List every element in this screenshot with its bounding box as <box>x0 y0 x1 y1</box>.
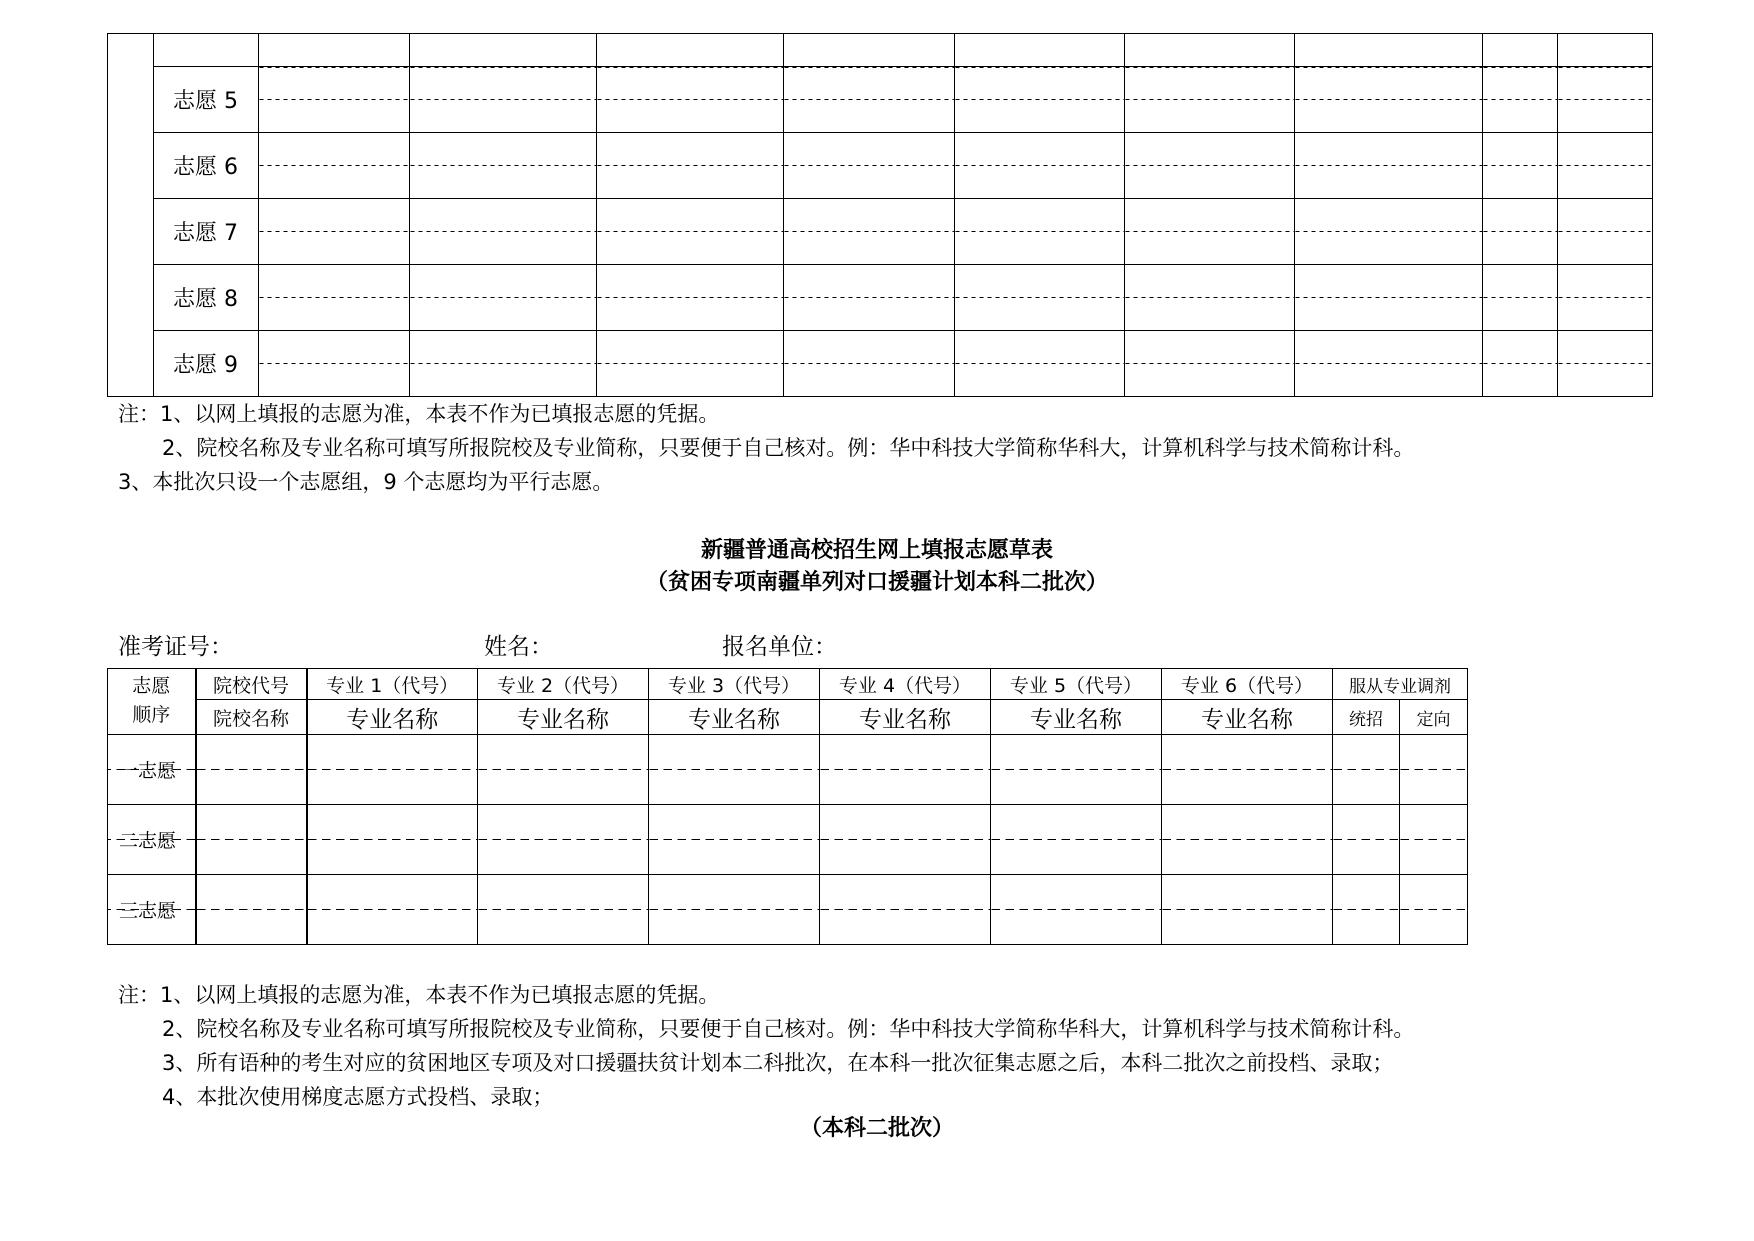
input-cell[interactable] <box>259 133 410 199</box>
input-cell[interactable] <box>784 199 955 265</box>
volunteer-label: 志愿 7 <box>154 199 259 265</box>
input-cell[interactable] <box>410 67 597 133</box>
order-header-bottom: 顺序 <box>108 700 196 735</box>
table-row <box>108 265 1653 331</box>
obey-directed-header: 定向 <box>1400 700 1468 735</box>
major-5-header: 专业 5（代号） <box>991 669 1162 700</box>
input-cell[interactable] <box>1162 735 1333 805</box>
note-2-line-3: 3、所有语种的考生对应的贫困地区专项及对口援疆扶贫计划本二科批次，在本科一批次征集志愿之后，本科二批次之前投档、录取； <box>162 1051 1394 1075</box>
input-cell[interactable] <box>259 67 410 133</box>
input-cell[interactable] <box>784 34 955 67</box>
note-2-line-1: 注：1、以网上填报的志愿为准，本表不作为已填报志愿的凭据。 <box>118 983 720 1007</box>
table-row <box>108 875 1468 945</box>
input-cell[interactable] <box>1558 331 1653 397</box>
major-name-header: 专业名称 <box>307 700 478 735</box>
input-cell[interactable] <box>1162 805 1333 875</box>
input-cell[interactable] <box>784 67 955 133</box>
major-name-header: 专业名称 <box>649 700 820 735</box>
input-cell[interactable] <box>410 331 597 397</box>
input-cell[interactable] <box>955 34 1125 67</box>
input-cell[interactable] <box>649 875 820 945</box>
input-cell[interactable] <box>307 805 478 875</box>
input-cell[interactable] <box>784 265 955 331</box>
major-2-header: 专业 2（代号） <box>478 669 649 700</box>
table-row <box>108 133 1653 199</box>
note-2-line-2: 2、院校名称及专业名称可填写所报院校及专业简称，只要便于自己核对。例：华中科技大学简称华科大，计算机科学与技术简称计科。 <box>162 1017 1415 1041</box>
input-cell[interactable] <box>784 331 955 397</box>
volunteer-label: 志愿 8 <box>154 265 259 331</box>
input-cell[interactable] <box>1295 265 1483 331</box>
volunteer-label: 志愿 9 <box>154 331 259 397</box>
major-name-header: 专业名称 <box>991 700 1162 735</box>
major-6-header: 专业 6（代号） <box>1162 669 1333 700</box>
input-cell[interactable] <box>1558 265 1653 331</box>
table-row <box>108 735 1468 805</box>
obey-adjust-header: 服从专业调剂 <box>1333 669 1468 700</box>
input-cell[interactable] <box>1483 34 1558 67</box>
input-cell[interactable] <box>991 735 1162 805</box>
row-label: 二志愿 <box>108 805 196 875</box>
volunteer-label: 志愿 5 <box>154 67 259 133</box>
order-header-top: 志愿 <box>108 669 196 700</box>
input-cell[interactable] <box>1125 34 1295 67</box>
table-row <box>108 805 1468 875</box>
input-cell[interactable] <box>1125 199 1295 265</box>
exam-id-label: 准考证号： <box>118 634 233 660</box>
input-cell[interactable] <box>597 331 784 397</box>
input-cell[interactable] <box>307 735 478 805</box>
input-cell[interactable] <box>1558 67 1653 133</box>
input-cell[interactable] <box>784 133 955 199</box>
input-cell[interactable] <box>1162 875 1333 945</box>
major-4-header: 专业 4（代号） <box>820 669 991 700</box>
input-cell[interactable] <box>820 805 991 875</box>
label-cell <box>154 34 259 67</box>
input-cell[interactable] <box>1295 331 1483 397</box>
input-cell[interactable] <box>1333 875 1400 945</box>
input-cell[interactable] <box>259 34 410 67</box>
input-cell[interactable] <box>196 805 307 875</box>
input-cell[interactable] <box>1483 67 1558 133</box>
note-2-line-4: 4、本批次使用梯度志愿方式投档、录取； <box>162 1085 554 1109</box>
row-label: 三志愿 <box>108 875 196 945</box>
header-row-1 <box>108 669 1468 700</box>
footer-batch: （本科二批次） <box>799 1116 954 1141</box>
input-cell[interactable] <box>259 265 410 331</box>
input-cell[interactable] <box>955 133 1125 199</box>
input-cell[interactable] <box>1333 735 1400 805</box>
input-cell[interactable] <box>597 34 784 67</box>
input-cell[interactable] <box>196 735 307 805</box>
input-cell[interactable] <box>1125 265 1295 331</box>
form-subtitle: （贫困专项南疆单列对口援疆计划本科二批次） <box>645 570 1108 595</box>
note-1-line-1: 注：1、以网上填报的志愿为准，本表不作为已填报志愿的凭据。 <box>118 402 720 426</box>
input-cell[interactable] <box>1295 67 1483 133</box>
input-cell[interactable] <box>955 199 1125 265</box>
unit-label: 报名单位： <box>722 634 837 660</box>
input-cell[interactable] <box>1558 133 1653 199</box>
input-cell[interactable] <box>649 805 820 875</box>
name-label: 姓名： <box>484 634 553 660</box>
row-label: 一志愿 <box>108 735 196 805</box>
input-cell[interactable] <box>1333 805 1400 875</box>
input-cell[interactable] <box>955 331 1125 397</box>
input-cell[interactable] <box>991 805 1162 875</box>
major-name-header: 专业名称 <box>820 700 991 735</box>
input-cell[interactable] <box>196 875 307 945</box>
input-cell[interactable] <box>1483 133 1558 199</box>
input-cell[interactable] <box>478 735 649 805</box>
input-cell[interactable] <box>410 34 597 67</box>
table-row <box>108 67 1653 133</box>
input-cell[interactable] <box>1295 133 1483 199</box>
top-volunteer-table <box>107 33 1653 397</box>
major-name-header: 专业名称 <box>478 700 649 735</box>
input-cell[interactable] <box>410 199 597 265</box>
school-name-header: 院校名称 <box>196 700 307 735</box>
input-cell[interactable] <box>259 199 410 265</box>
input-cell[interactable] <box>478 875 649 945</box>
input-cell[interactable] <box>1125 133 1295 199</box>
input-cell[interactable] <box>1400 805 1468 875</box>
table-row <box>108 331 1653 397</box>
table-row <box>108 34 1653 67</box>
input-cell[interactable] <box>410 265 597 331</box>
input-cell[interactable] <box>1295 199 1483 265</box>
input-cell[interactable] <box>1558 34 1653 67</box>
input-cell[interactable] <box>1558 199 1653 265</box>
input-cell[interactable] <box>991 875 1162 945</box>
input-cell[interactable] <box>1483 199 1558 265</box>
input-cell[interactable] <box>1400 875 1468 945</box>
input-cell[interactable] <box>1125 331 1295 397</box>
volunteer-label: 志愿 6 <box>154 133 259 199</box>
input-cell[interactable] <box>955 67 1125 133</box>
group-cell <box>108 34 154 397</box>
header-row-2 <box>108 700 1468 735</box>
input-cell[interactable] <box>1400 735 1468 805</box>
input-cell[interactable] <box>1483 331 1558 397</box>
major-1-header: 专业 1（代号） <box>307 669 478 700</box>
note-1-line-3: 3、本批次只设一个志愿组，9 个志愿均为平行志愿。 <box>118 470 614 494</box>
input-cell[interactable] <box>1483 265 1558 331</box>
input-cell[interactable] <box>597 133 784 199</box>
form-title: 新疆普通高校招生网上填报志愿草表 <box>700 538 1053 563</box>
note-1-line-2: 2、院校名称及专业名称可填写所报院校及专业简称，只要便于自己核对。例：华中科技大学简称华科大，计算机科学与技术简称计科。 <box>162 436 1415 460</box>
input-cell[interactable] <box>597 199 784 265</box>
input-cell[interactable] <box>597 265 784 331</box>
input-cell[interactable] <box>410 133 597 199</box>
table-row <box>108 199 1653 265</box>
major-3-header: 专业 3（代号） <box>649 669 820 700</box>
input-cell[interactable] <box>1295 34 1483 67</box>
input-cell[interactable] <box>259 331 410 397</box>
input-cell[interactable] <box>820 875 991 945</box>
volunteer-form-table <box>107 668 1468 945</box>
input-cell[interactable] <box>478 805 649 875</box>
major-name-header: 专业名称 <box>1162 700 1333 735</box>
input-cell[interactable] <box>597 67 784 133</box>
obey-unified-header: 统招 <box>1333 700 1400 735</box>
input-cell[interactable] <box>1125 67 1295 133</box>
school-code-header: 院校代号 <box>196 669 307 700</box>
input-cell[interactable] <box>955 265 1125 331</box>
input-cell[interactable] <box>649 735 820 805</box>
input-cell[interactable] <box>307 875 478 945</box>
input-cell[interactable] <box>820 735 991 805</box>
